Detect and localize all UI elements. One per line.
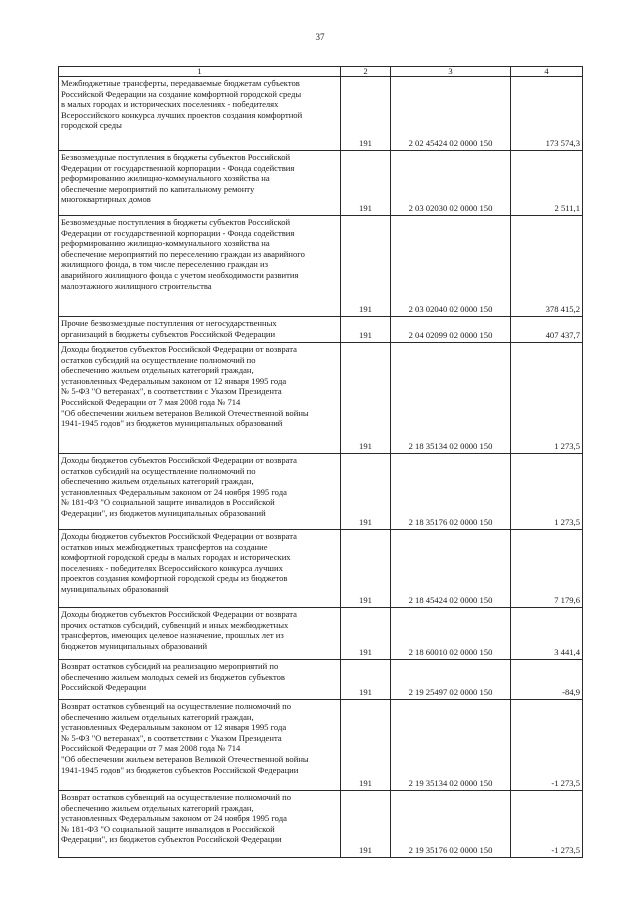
description-cell	[59, 608, 341, 660]
table-row	[59, 700, 583, 791]
table-row	[59, 660, 583, 700]
budget-code-cell: 2 18 60010 02 0000 150	[391, 608, 511, 660]
description-cell	[59, 791, 341, 858]
table-row	[59, 317, 583, 343]
table-row	[59, 454, 583, 530]
description-text: Доходы бюджетов субъектов Российской Федерации от возврата остатков субсидий на осуществление полномочий по обеспечению жильем отдельных категорий граждан, установленных Федеральным законом от 24 ноября 1995 года № 181-ФЗ "О социальной защите инвалидов в Российской Федерации", из бюджетов муниципальных образований	[61, 455, 297, 518]
description-cell	[59, 454, 341, 530]
budget-code-cell: 2 19 25497 02 0000 150	[391, 660, 511, 700]
budget-code-cell: 2 18 45424 02 0000 150	[391, 530, 511, 608]
description-text: Межбюджетные трансферты, передаваемые бюджетам субъектов Российской Федерации на создание комфортной городской среды в малых городах и исторических поселениях - победителях Всероссийского конкурса лучших проектов создания комфортной городской среды	[61, 78, 303, 131]
table-row	[59, 343, 583, 454]
description-cell	[59, 660, 341, 700]
header-row	[59, 67, 583, 77]
description-cell	[59, 77, 341, 151]
amount-cell: 173 574,3	[511, 77, 583, 151]
budget-code-cell: 2 18 35176 02 0000 150	[391, 454, 511, 530]
column-header-1: 1	[59, 67, 341, 77]
column-header-2: 2	[341, 67, 391, 77]
budget-code-cell: 2 03 02030 02 0000 150	[391, 151, 511, 216]
amount-cell: -1 273,5	[511, 791, 583, 858]
revenue-table	[58, 66, 583, 858]
admin-code-cell: 191	[341, 317, 391, 343]
admin-code-cell: 191	[341, 454, 391, 530]
description-text: Безвозмездные поступления в бюджеты субъектов Российской Федерации от государственной корпорации - Фонда содействия реформированию жилищно-коммунального хозяйства на обеспечение мероприятий по капитальному ремонту многоквартирных домов	[61, 152, 295, 205]
admin-code-cell: 191	[341, 791, 391, 858]
table-row	[59, 530, 583, 608]
table-row	[59, 608, 583, 660]
budget-code-cell: 2 02 45424 02 0000 150	[391, 77, 511, 151]
admin-code-cell: 191	[341, 700, 391, 791]
admin-code-cell: 191	[341, 530, 391, 608]
page-number: 37	[315, 32, 325, 42]
description-text: Прочие безвозмездные поступления от негосударственных организаций в бюджеты субъектов Российской Федерации	[61, 318, 277, 339]
table-row	[59, 77, 583, 151]
description-text: Возврат остатков субвенций на осуществление полномочий по обеспечению жильем отдельных категорий граждан, установленных Федеральным законом от 12 января 1995 года № 5-ФЗ "О ветеранах", в соответствии с Указом Президента Российской Федерации от 7 мая 2008 года № 714 "Об обеспечении жильем ветеранов Великой Отечественной войны 1941-1945 годов" из бюджетов субъектов Российской Федерации	[61, 701, 309, 775]
description-cell	[59, 530, 341, 608]
amount-cell: 1 273,5	[511, 454, 583, 530]
description-text: Безвозмездные поступления в бюджеты субъектов Российской Федерации от государственной корпорации - Фонда содействия реформированию жилищно-коммунального хозяйства на обеспечение мероприятий по переселению граждан из аварийного жилищного фонда, в том числе переселению граждан из аварийного жилищного фонда с учетом необходимости развития малоэтажного жилищного строительства	[61, 217, 305, 291]
table-row	[59, 151, 583, 216]
description-text: Возврат остатков субвенций на осуществление полномочий по обеспечению жильем отдельных категорий граждан, установленных Федеральным законом от 24 ноября 1995 года № 181-ФЗ "О социальной защите инвалидов в Российской Федерации", из бюджетов субъектов Российской Федерации	[61, 792, 292, 845]
description-cell	[59, 216, 341, 317]
admin-code-cell: 191	[341, 343, 391, 454]
amount-cell: 2 511,1	[511, 151, 583, 216]
budget-code-cell: 2 03 02040 02 0000 150	[391, 216, 511, 317]
table-row	[59, 216, 583, 317]
budget-code-cell: 2 19 35176 02 0000 150	[391, 791, 511, 858]
description-text: Доходы бюджетов субъектов Российской Федерации от возврата остатков субсидий на осуществление полномочий по обеспечению жильем отдельных категорий граждан, установленных Федеральным законом от 12 января 1995 года № 5-ФЗ "О ветеранах", в соответствии с Указом Президента Российской Федерации от 7 мая 2008 года № 714 "Об обеспечении жильем ветеранов Великой Отечественной войны 1941-1945 годов" из бюджетов муниципальных образований	[61, 344, 309, 429]
amount-cell: 1 273,5	[511, 343, 583, 454]
admin-code-cell: 191	[341, 660, 391, 700]
description-text: Доходы бюджетов субъектов Российской Федерации от возврата прочих остатков субсидий, субвенций и иных межбюджетных трансфертов, имеющих целевое назначение, прошлых лет из бюджетов муниципальных образований	[61, 609, 297, 651]
description-cell	[59, 700, 341, 791]
admin-code-cell: 191	[341, 151, 391, 216]
table-body	[59, 77, 583, 858]
column-header-4: 4	[511, 67, 583, 77]
amount-cell: 3 441,4	[511, 608, 583, 660]
amount-cell: 407 437,7	[511, 317, 583, 343]
table-row	[59, 791, 583, 858]
amount-cell: 7 179,6	[511, 530, 583, 608]
amount-cell: -1 273,5	[511, 700, 583, 791]
budget-code-cell: 2 04 02099 02 0000 150	[391, 317, 511, 343]
description-cell	[59, 317, 341, 343]
admin-code-cell: 191	[341, 216, 391, 317]
description-text: Возврат остатков субсидий на реализацию мероприятий по обеспечению жильем молодых семей из бюджетов субъектов Российской Федерации	[61, 661, 285, 693]
budget-code-cell: 2 19 35134 02 0000 150	[391, 700, 511, 791]
description-cell	[59, 343, 341, 454]
budget-code-cell: 2 18 35134 02 0000 150	[391, 343, 511, 454]
column-header-3: 3	[391, 67, 511, 77]
description-cell	[59, 151, 341, 216]
amount-cell: -84,9	[511, 660, 583, 700]
description-text: Доходы бюджетов субъектов Российской Федерации от возврата остатков иных межбюджетных трансфертов на создание комфортной городской среды в малых городах и исторических поселениях - победителях Всероссийского конкурса лучших проектов создания комфортной городской среды из бюджетов муниципальных образований	[61, 531, 297, 594]
admin-code-cell: 191	[341, 608, 391, 660]
admin-code-cell: 191	[341, 77, 391, 151]
amount-cell: 378 415,2	[511, 216, 583, 317]
